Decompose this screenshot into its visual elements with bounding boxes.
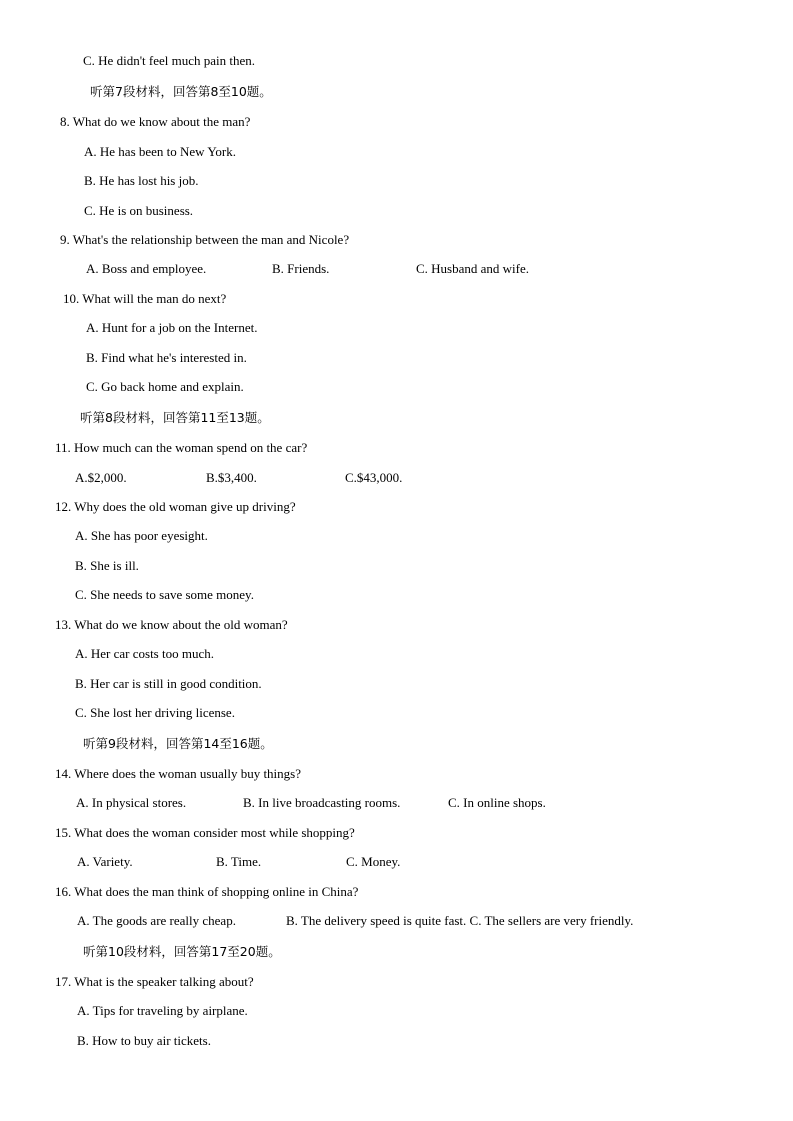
option-12c: C. She needs to save some money.	[75, 587, 254, 602]
option-13b: B. Her car is still in good condition.	[75, 676, 262, 691]
option-10a: A. Hunt for a job on the Internet.	[86, 320, 258, 335]
option-15a: A. Variety.	[77, 854, 133, 869]
option-17a: A. Tips for traveling by airplane.	[77, 1003, 248, 1018]
question-10: 10. What will the man do next?	[63, 291, 227, 306]
question-16: 16. What does the man think of shopping online in China?	[55, 884, 359, 899]
question-17: 17. What is the speaker talking about?	[55, 974, 254, 989]
option-11b: B.$3,400.	[206, 470, 257, 485]
option-8b: B. He has lost his job.	[84, 173, 199, 188]
option-10c: C. Go back home and explain.	[86, 379, 244, 394]
option-9b: B. Friends.	[272, 261, 330, 276]
question-12: 12. Why does the old woman give up driving?	[55, 499, 296, 514]
option-16bc: B. The delivery speed is quite fast. C. The sellers are very friendly.	[286, 913, 634, 928]
question-13: 13. What do we know about the old woman?	[55, 617, 288, 632]
option-8a: A. He has been to New York.	[84, 144, 237, 159]
option-17b: B. How to buy air tickets.	[77, 1033, 211, 1048]
option-8c: C. He is on business.	[84, 203, 194, 218]
question-11: 11. How much can the woman spend on the car?	[55, 440, 308, 455]
option-15b: B. Time.	[216, 854, 262, 869]
section-heading-8: 听第8段材料，回答第11至13题。	[80, 410, 270, 425]
option-14a: A. In physical stores.	[76, 795, 187, 810]
question-15: 15. What does the woman consider most while shopping?	[55, 825, 355, 840]
section-heading-9: 听第9段材料，回答第14至16题。	[83, 736, 273, 751]
option-7c: C. He didn't feel much pain then.	[83, 53, 256, 68]
question-14: 14. Where does the woman usually buy things?	[55, 766, 301, 781]
option-11a: A.$2,000.	[75, 470, 127, 485]
option-10b: B. Find what he's interested in.	[86, 350, 247, 365]
option-16a: A. The goods are really cheap.	[77, 913, 236, 928]
option-14b: B. In live broadcasting rooms.	[243, 795, 401, 810]
question-8: 8. What do we know about the man?	[60, 114, 251, 129]
question-9: 9. What's the relationship between the man and Nicole?	[60, 232, 350, 247]
option-14c: C. In online shops.	[448, 795, 546, 810]
option-13c: C. She lost her driving license.	[75, 705, 235, 720]
option-9c: C. Husband and wife.	[416, 261, 530, 276]
option-12b: B. She is ill.	[75, 558, 139, 573]
option-9a: A. Boss and employee.	[86, 261, 207, 276]
option-12a: A. She has poor eyesight.	[75, 528, 208, 543]
option-15c: C. Money.	[346, 854, 401, 869]
option-13a: A. Her car costs too much.	[75, 646, 214, 661]
option-11c: C.$43,000.	[345, 470, 403, 485]
section-heading-10: 听第10段材料，回答第17至20题。	[83, 944, 281, 959]
section-heading-7: 听第7段材料，回答第8至10题。	[90, 84, 272, 99]
